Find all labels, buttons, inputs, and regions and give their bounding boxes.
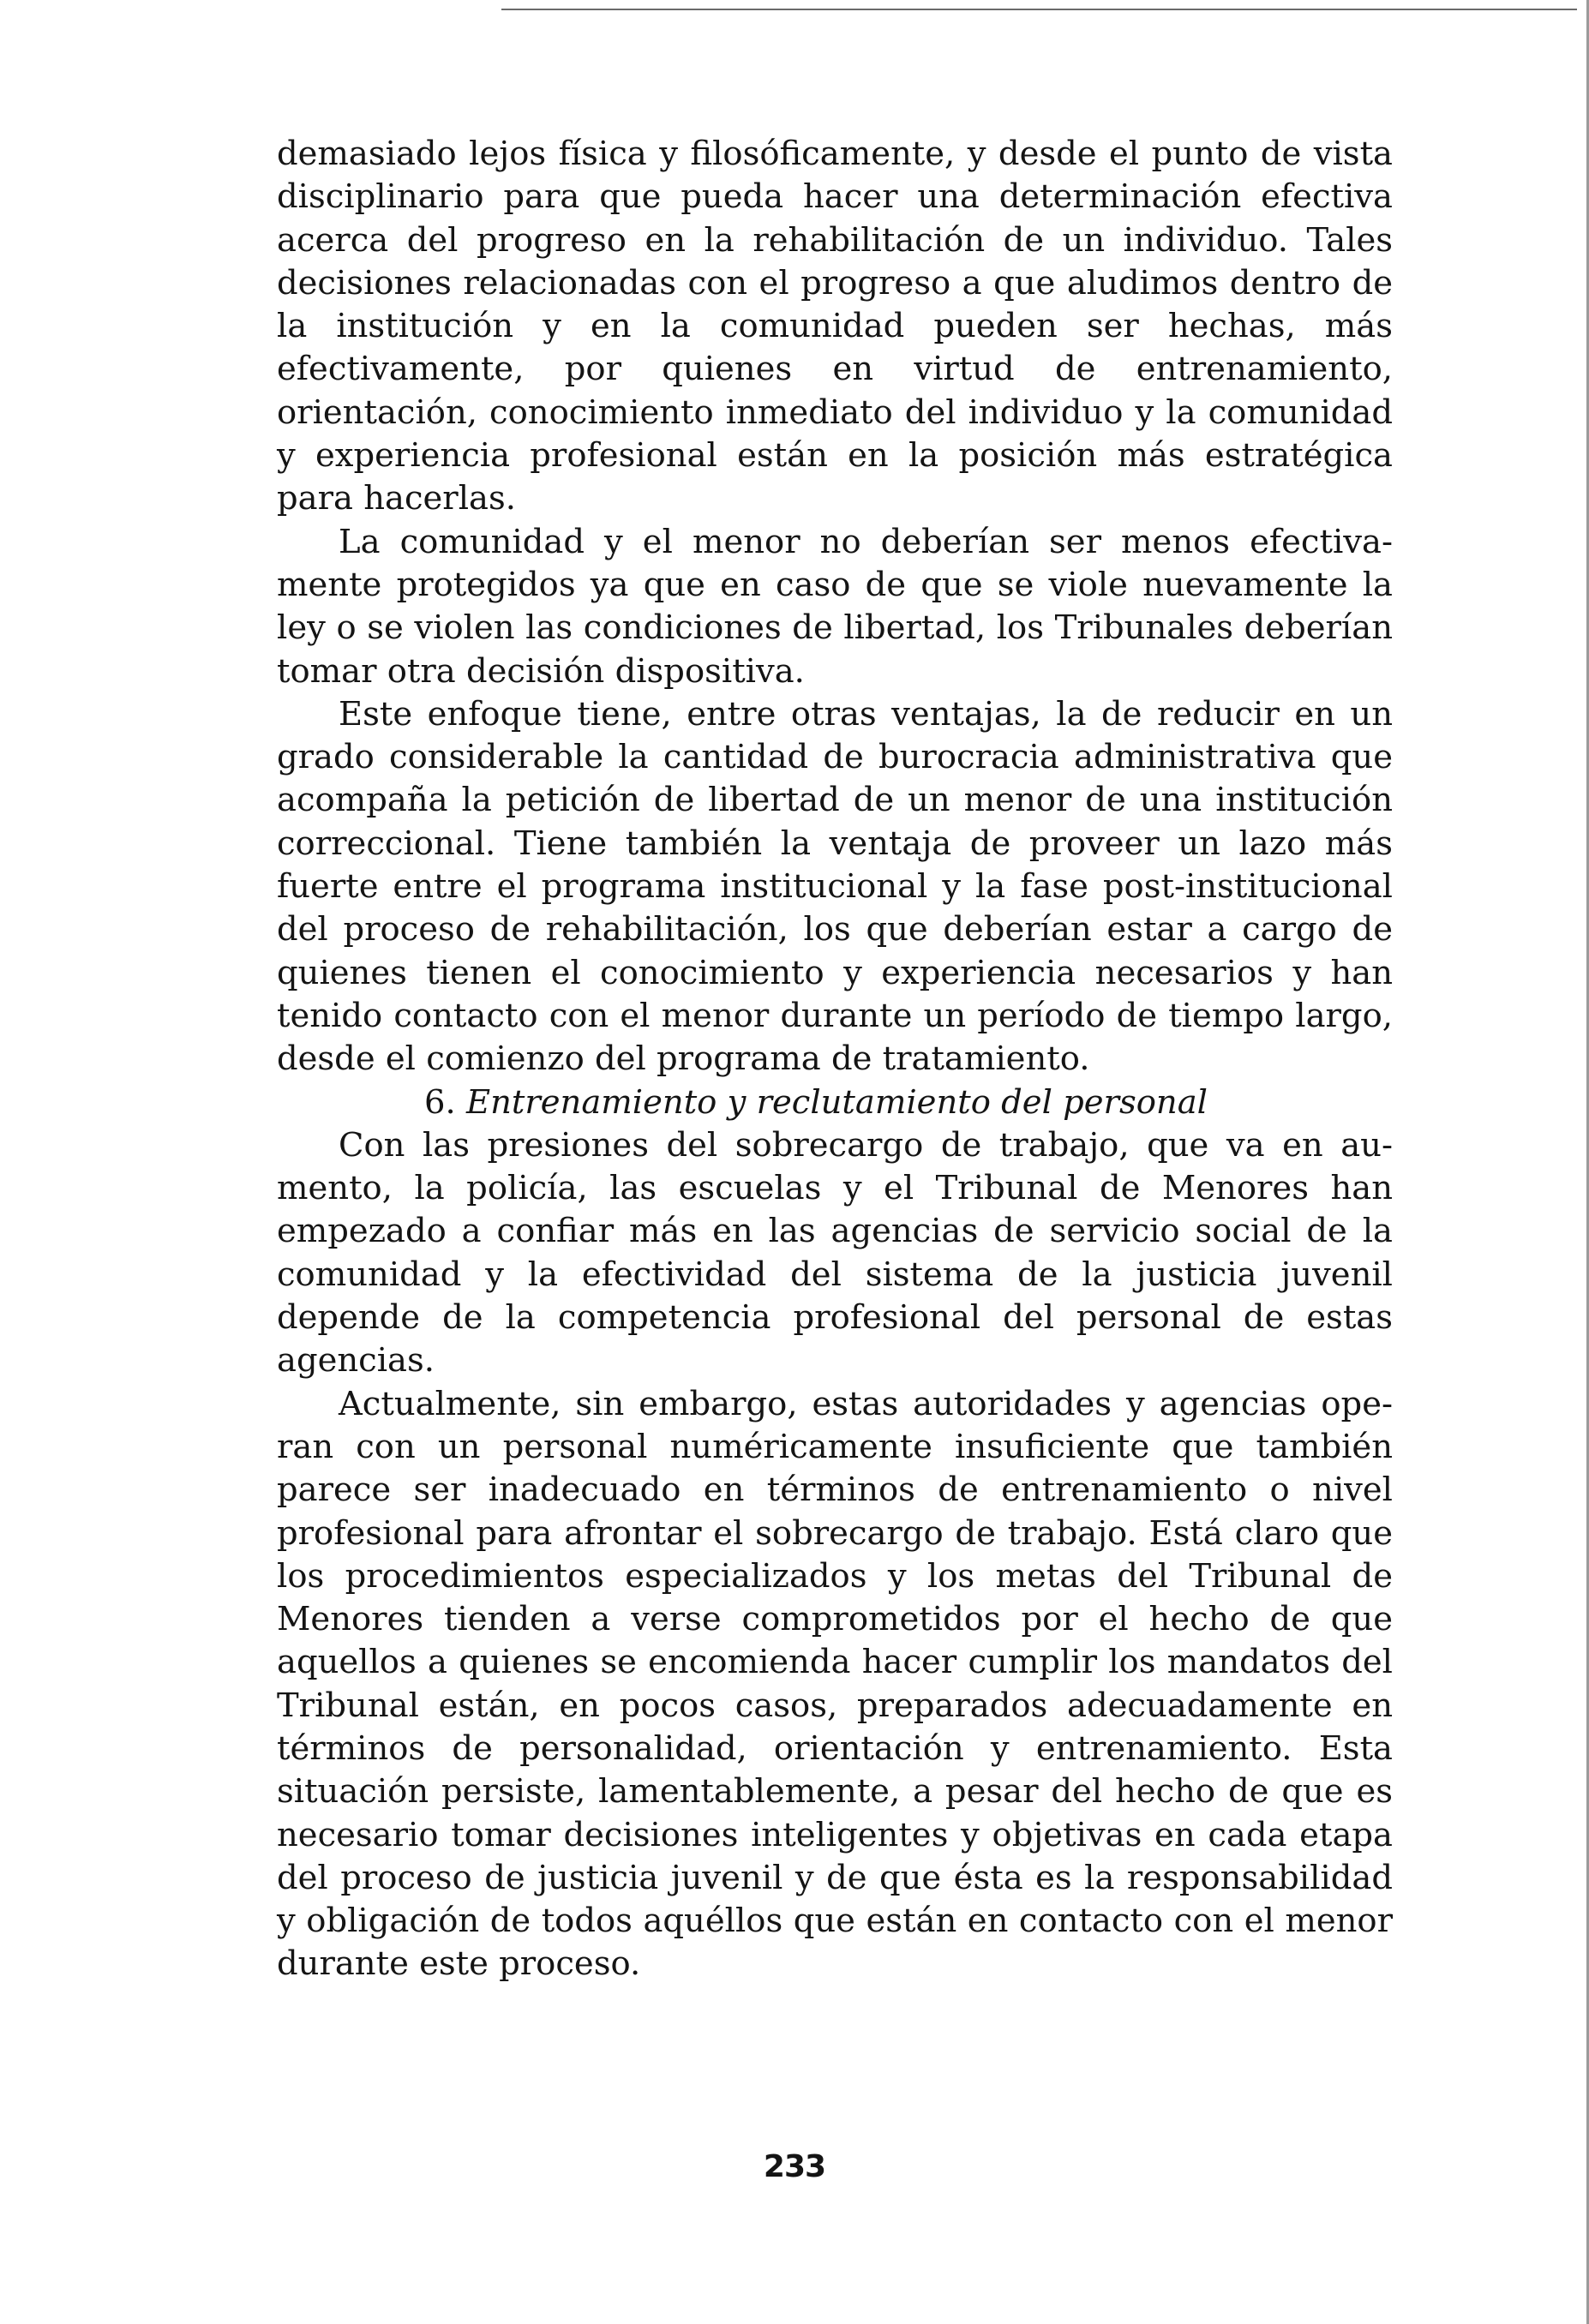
body-text <box>277 133 1393 1986</box>
paragraph: demasiado lejos física y filosóficamente, y desde el punto de vista disciplinario para que pueda hacer una determinación efectiva acerca del progreso en la rehabilitación de un individuo. Tales decisiones relacionadas con el progreso a que aludimos dentro de la institución y en la comunidad pueden ser hechas, más efectivamente, por quienes en virtud de entrenamiento, orientación, conocimiento inmediato del individuo y la comunidad y experiencia profesional están en la posición más estratégica para hacerlas. <box>277 135 1393 518</box>
section-title: Entrenamiento y reclutamiento del personal <box>465 1082 1208 1122</box>
paragraph: Actualmente, sin embargo, estas autoridades y agencias operan con un personal numéricamente insuficiente que también parece ser inadecuado en términos de entrenamiento o nivel profesional para afrontar el sobrecargo de trabajo. Está claro que los procedimientos especializados y los metas del Tribunal de Menores tienden a verse comprometidos por el hecho de que aquellos a quienes se encomienda hacer cumplir los mandatos del Tribunal están, en pocos casos, preparados adecuadamente en términos de personalidad, orientación y entrenamiento. Esta situación persiste, lamentablemente, a pesar del hecho de que es necesario tomar decisiones inteligentes y objetivas en cada etapa del proceso de justicia juvenil y de que ésta es la responsabilidad y obligación de todos aquéllos que están en contacto con el menor durante este proceso. <box>277 1384 1393 1984</box>
section-number: 6. <box>424 1082 456 1122</box>
top-edge-rule <box>501 9 1577 10</box>
paragraph: Este enfoque tiene, entre otras ventajas, la de reducir en un grado considerable la cantidad de burocracia administrativa que acompaña la petición de libertad de un menor de una institución correccional. Tiene también la ventaja de proveer un lazo más fuerte entre el programa institucional y la fase post-institucional del proceso de rehabilitación, los que deberían estar a cargo de quienes tienen el conocimiento y experiencia necesarios y han tenido contacto con el menor durante un período de tiempo largo, desde el comienzo del programa de tratamiento. <box>277 694 1393 1079</box>
paragraph: La comunidad y el menor no deberían ser menos efectivamente protegidos ya que en caso de que se viole nuevamente la ley o se violen las condiciones de libertad, los Tribunales deberían tomar otra decisión dispositiva. <box>277 522 1393 691</box>
paragraph: Con las presiones del sobrecargo de trabajo, que va en aumento, la policía, las escuelas y el Tribunal de Menores han empezado a confiar más en las agencias de servicio social de la comunidad y la efectividad del sistema de la justicia juvenil depende de la competencia profesional del personal de estas agencias. <box>277 1125 1393 1381</box>
page-number: 233 <box>763 2149 826 2184</box>
section-heading <box>277 1081 1393 1124</box>
